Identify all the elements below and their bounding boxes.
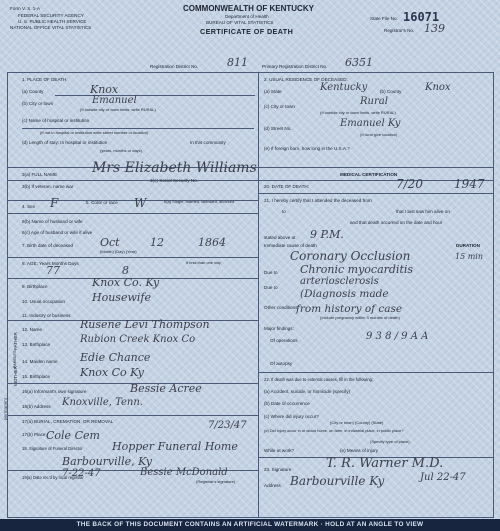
father-bp-label: 13. Birthplace xyxy=(22,342,51,347)
birth-month: Oct xyxy=(100,236,120,249)
immediate-label: Immediate cause of death xyxy=(264,243,317,248)
mother-bp-label: 15. Birthplace xyxy=(22,374,51,379)
rule xyxy=(7,180,258,181)
birth-day: 12 xyxy=(150,236,164,249)
informant-label: 16(a) Informant's own signature xyxy=(22,389,87,394)
res-street-value: Emanuel Ky xyxy=(340,118,401,129)
death-county-label: (a) County xyxy=(22,89,44,94)
mother-name-label: 14. Maiden name xyxy=(22,359,58,364)
burial-place-value: Cole Cem xyxy=(46,429,100,442)
father-tag: FATHER xyxy=(13,332,18,350)
burial-date: 7/23/47 xyxy=(208,420,247,431)
primary-reg-number: 6351 xyxy=(345,56,373,69)
address-label: Address xyxy=(264,483,281,488)
main-column-divider xyxy=(258,167,259,518)
department-line: Department of Health xyxy=(225,14,269,19)
agency-line-1: FEDERAL SECURITY AGENCY xyxy=(18,13,84,18)
residence-label: 2. USUAL RESIDENCE OF DECEASED: xyxy=(264,77,348,82)
sex-value: F xyxy=(50,196,59,210)
if-less-label: If less than one day xyxy=(186,260,221,265)
registrar-signature: Bessie McDonald xyxy=(140,467,228,478)
occupation-value: Housewife xyxy=(92,291,151,304)
duration-label: DURATION xyxy=(456,243,480,248)
res-city-value: Rural xyxy=(360,96,388,107)
accident-label: (a) Accident, suicide, or homicide (specify) xyxy=(264,389,351,394)
commonwealth-title: COMMONWEALTH OF KENTUCKY xyxy=(183,4,314,13)
stay-units: (years, months or days) xyxy=(100,148,143,153)
agency-line-2: U. S. PUBLIC HEALTH SERVICE xyxy=(18,19,87,24)
hour-value: 9 P.M. xyxy=(310,228,344,241)
reg-date-label: 19(a) Date rec'd by local registrar xyxy=(22,475,84,480)
medical-heading: MEDICAL CERTIFICATION xyxy=(340,172,398,177)
hospital-label: (c) Name of hospital or institution xyxy=(22,118,90,123)
rule xyxy=(7,213,258,214)
birth-date-label: 7. Birth date of deceased xyxy=(22,243,74,248)
date-of-death-md: 7/20 xyxy=(396,177,423,191)
rule xyxy=(55,95,255,96)
physician-signature: T. R. Warner M.D. xyxy=(326,456,444,471)
color-label: 5. Color or race xyxy=(86,200,118,205)
birth-units: (Month) (Day) (Year) xyxy=(100,249,137,254)
occurrence-label: (b) Date of occurrence xyxy=(264,401,310,406)
death-county-value: Knox xyxy=(90,83,119,96)
external-label: 22. If death was due to external causes, fill in the following: xyxy=(264,377,374,382)
mother-tag: MOTHER xyxy=(13,366,18,386)
rule xyxy=(7,257,258,258)
state-file-label: State File No. xyxy=(370,16,398,21)
rule xyxy=(22,128,254,129)
immediate-duration: 15 min xyxy=(455,252,484,261)
agency-line-3: NATIONAL OFFICE VITAL STATISTICS xyxy=(10,25,92,30)
due-to-1: Due to xyxy=(264,270,278,275)
res-street-hint: (If rural give location) xyxy=(360,132,398,137)
rule xyxy=(258,372,494,373)
certify-label: 21. I hereby certify that I attended the deceased from xyxy=(264,198,372,203)
color-value: W xyxy=(134,196,147,210)
full-name-label: 3(a) FULL NAME xyxy=(22,172,58,177)
other-conditions-label: Other conditions xyxy=(264,305,298,310)
parents-tag: PARENTS xyxy=(13,350,17,368)
informant-value: Bessie Acree xyxy=(130,382,202,395)
veteran-label: 3(b) If veteran, name war xyxy=(22,184,74,189)
operations-label: Of operations xyxy=(270,338,298,343)
registrar-no-label: Registrar's No. xyxy=(384,28,415,33)
other-hint: (Include pregnancy within 3 months of death) xyxy=(320,315,400,320)
diagnosis-line-1: (Diagnosis made xyxy=(300,288,389,300)
age-months: 8 xyxy=(122,264,129,277)
sex-label: 4. Sex xyxy=(22,204,36,209)
watermark-footer: THE BACK OF THIS DOCUMENT CONTAINS AN ARTIFICIAL WATERMARK · HOLD AT AN ANGLE TO VIEW xyxy=(0,519,500,531)
age-years: 77 xyxy=(46,264,60,277)
ss-label: 3(c) Social Security No. xyxy=(150,178,198,183)
place-of-death-label: 1. PLACE OF DEATH: xyxy=(22,77,68,82)
findings-label: Major findings: xyxy=(264,326,294,331)
rule xyxy=(258,193,494,194)
spouse-label: 6(b) Name of husband or wife xyxy=(22,219,83,224)
place-hint: (d) Did injury occur in or about home, on farm, in industrial place, in public place? xyxy=(264,428,404,433)
birthplace-value: Knox Co. Ky xyxy=(92,276,160,289)
res-street-label: (d) Street No. xyxy=(264,126,292,131)
immediate-cause: Coronary Occlusion xyxy=(290,249,411,263)
where-hint: (City or town) (County) (State) xyxy=(330,420,384,425)
autopsy-label: Of autopsy xyxy=(270,361,293,366)
res-county-label: (b) County xyxy=(380,89,402,94)
hour-label: stated above at xyxy=(264,235,296,240)
physician-address: Barbourville Ky xyxy=(290,474,385,488)
operations-value: 9 3 8 / 9 A A xyxy=(366,331,429,342)
mother-bp-value: Knox Co Ky xyxy=(80,366,144,379)
reg-date-value: 7-22-47 xyxy=(62,468,101,479)
funeral-value: Hopper Funeral Home xyxy=(112,440,238,453)
due-to-2: Due to xyxy=(264,285,278,290)
res-state-label: (a) State xyxy=(264,89,282,94)
funeral-label: 18. Signature of Funeral Director xyxy=(22,446,83,451)
res-city-label: (c) City or town xyxy=(264,104,295,109)
burial-place-label: 17(b) Place xyxy=(22,432,46,437)
bureau-line: BUREAU OF VITAL STATISTICS xyxy=(206,20,274,25)
registrar-number: 139 xyxy=(424,22,445,35)
side-margin-text: permanent xyxy=(3,398,8,420)
state-file-number: 16071 xyxy=(403,10,440,24)
where-label: (c) Where did injury occur? xyxy=(264,414,319,419)
death-city-value: Emanuel xyxy=(92,95,137,106)
certify-to: to xyxy=(282,209,286,214)
full-name-value: Mrs Elizabeth Williams xyxy=(92,160,257,176)
primary-reg-label: Primary Registration District No. xyxy=(262,64,328,69)
informant-address-label: 16(b) Address xyxy=(22,404,51,409)
age-spouse-label: 6(c) Age of husband or wife if alive xyxy=(22,230,93,235)
certificate-title: CERTIFICATE OF DEATH xyxy=(200,27,294,36)
res-state-value: Kentucky xyxy=(320,82,368,93)
stay-label: (d) Length of stay: In hospital or institution xyxy=(22,140,108,145)
signature-date: Jul 22-47 xyxy=(420,472,466,483)
cause-arterio: arteriosclerosis xyxy=(300,276,379,287)
res-foreign-label: (e) If foreign born, how long in the U.S.A.? xyxy=(264,146,350,151)
certify-occurred: and that death occurred on the date and hour xyxy=(350,220,443,225)
date-of-death-label: 20. DATE OF DEATH: xyxy=(264,184,310,189)
while-at-work-label: While at work? xyxy=(264,448,295,453)
form-number: Form V. S. 1-A xyxy=(10,6,40,11)
registrar-signature-label: (Registrar's signature) xyxy=(196,479,236,484)
hospital-hint: (If not in hospital or institution write street number or location) xyxy=(40,130,149,135)
informant-address-value: Knoxville, Tenn. xyxy=(62,397,143,408)
funeral-address: Barbourville, Ky xyxy=(62,455,152,468)
res-county-value: Knox xyxy=(425,82,451,93)
cause-chronic: Chronic myocarditis xyxy=(300,263,414,276)
reg-district-number: 811 xyxy=(227,56,248,69)
father-name-value: Rusene Levi Thompson xyxy=(80,318,210,331)
mother-name-value: Edie Chance xyxy=(80,351,151,364)
diagnosis-line-2: from history of case xyxy=(296,303,403,315)
industry-label: 11. Industry or business xyxy=(22,313,71,318)
death-city-hint: (If outside city or town limits, write RURAL) xyxy=(80,107,156,112)
top-section-divider xyxy=(258,72,259,167)
age-label: 8. AGE: Years Months Days xyxy=(22,261,79,266)
rule xyxy=(7,415,258,416)
father-bp-value: Rubion Creek Knox Co xyxy=(80,334,196,345)
death-city-label: (b) City or town xyxy=(22,101,54,106)
means-label: (e) Means of injury xyxy=(340,448,379,453)
birthplace-label: 9. Birthplace xyxy=(22,284,48,289)
stay-hint: In this community xyxy=(190,140,226,145)
signature-label: 23. Signature xyxy=(264,467,292,472)
specify-label: (Specify type of place) xyxy=(370,439,410,444)
father-name-label: 12. Name xyxy=(22,327,42,332)
birth-year: 1864 xyxy=(198,236,226,249)
marital-label: 6(a) Single, married, widowed, divorced xyxy=(164,199,235,204)
reg-district-label: Registration District No. xyxy=(150,64,199,69)
res-city-hint: (If outside city or town limits, write RURAL) xyxy=(320,110,396,115)
occupation-label: 10. Usual occupation xyxy=(22,299,65,304)
burial-label: 17(a) BURIAL, CREMATION, OR REMOVAL xyxy=(22,419,114,424)
date-of-death-year: 1947 xyxy=(454,177,485,191)
certify-last-saw: that I last saw him alive on xyxy=(396,209,450,214)
